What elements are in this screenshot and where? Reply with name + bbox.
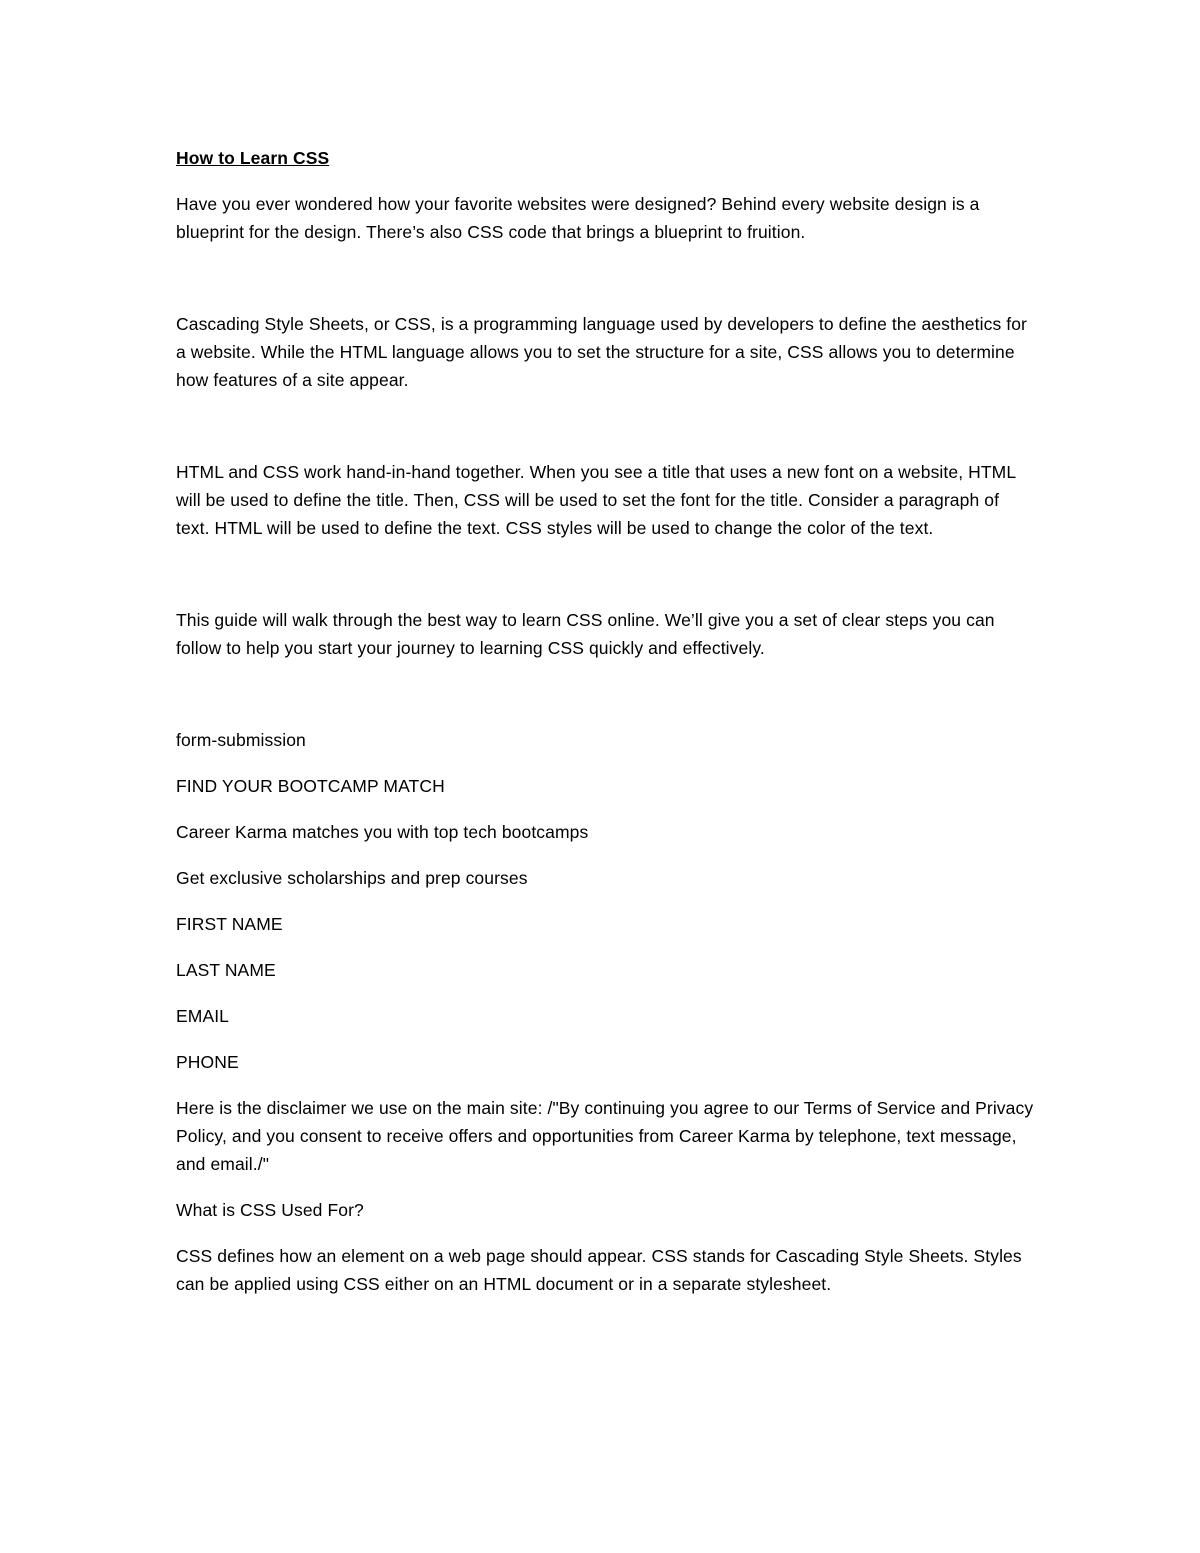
exclusive-scholarships-text: Get exclusive scholarships and prep courses xyxy=(176,868,528,888)
disclaimer-paragraph: Here is the disclaimer we use on the main site: /"By continuing you agree to our Terms of Service and Privacy Policy, and you consent to receive offers and opportunities from Career Karma by telephone, text message, and email./" xyxy=(176,1098,1034,1174)
phone-label: PHONE xyxy=(176,1052,239,1072)
document-title: How to Learn CSS xyxy=(176,148,330,168)
css-definition-paragraph: Cascading Style Sheets, or CSS, is a programming language used by developers to define the aesthetics for a website. While the HTML language allows you to set the structure for a site, CSS allows you to determine how features of a site appear. xyxy=(176,314,1027,390)
first-name-label: FIRST NAME xyxy=(176,914,283,934)
intro-paragraph: Have you ever wondered how your favorite websites were designed? Behind every website design is a blueprint for the design. There’s also CSS code that brings a blueprint to fruition. xyxy=(176,194,980,242)
find-bootcamp-heading: FIND YOUR BOOTCAMP MATCH xyxy=(176,776,445,796)
css-used-for-paragraph: CSS defines how an element on a web page should appear. CSS stands for Cascading Style Sheets. Styles can be applied using CSS either on an HTML document or in a separate stylesheet. xyxy=(176,1246,1022,1294)
form-submission-label: form-submission xyxy=(176,730,306,750)
document-body xyxy=(176,144,1036,1316)
email-label: EMAIL xyxy=(176,1006,230,1026)
html-css-paragraph: HTML and CSS work hand-in-hand together. When you see a title that uses a new font on a website, HTML will be used to define the title. Then, CSS will be used to set the font for the title. Consider a paragraph of text. HTML will be used to define the text. CSS styles will be used to change the color of the text. xyxy=(176,462,1016,538)
last-name-label: LAST NAME xyxy=(176,960,276,980)
career-karma-matches-text: Career Karma matches you with top tech bootcamps xyxy=(176,822,589,842)
css-used-for-heading: What is CSS Used For? xyxy=(176,1200,364,1220)
guide-paragraph: This guide will walk through the best way to learn CSS online. We’ll give you a set of clear steps you can follow to help you start your journey to learning CSS quickly and effectively. xyxy=(176,610,995,658)
